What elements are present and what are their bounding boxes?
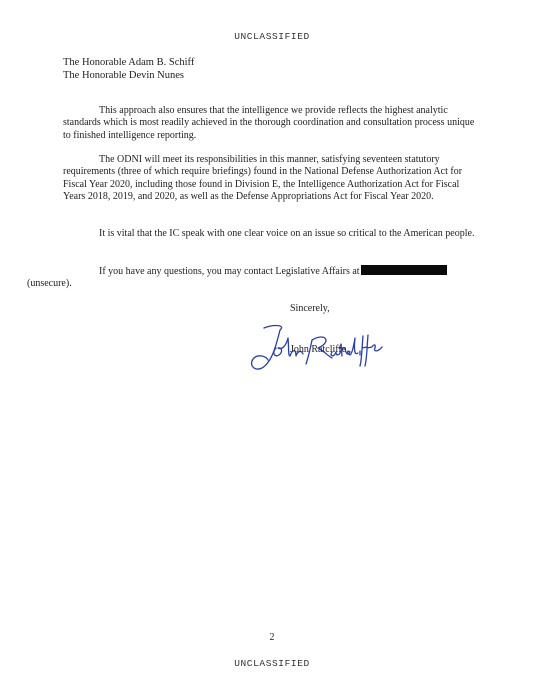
signer-name: John Ratcliffe: [290, 344, 347, 355]
paragraph-text: It is vital that the IC speak with one clear voice on an issue so critical to the American people.: [99, 228, 475, 239]
classification-footer: UNCLASSIFIED: [234, 658, 310, 669]
contact-text: If you have any questions, you may contact Legislative Affairs at: [99, 266, 360, 277]
paragraph-statutory-requirements: [63, 154, 481, 204]
closing-salutation: Sincerely,: [290, 303, 330, 314]
paragraph-analytic-standards: [63, 105, 481, 142]
classification-header: UNCLASSIFIED: [234, 31, 310, 42]
unsecure-note: (unsecure).: [27, 278, 72, 290]
paragraph-contact-text: [27, 265, 481, 291]
addressee-nunes: The Honorable Devin Nunes: [63, 70, 185, 81]
paragraph-contact: [27, 265, 481, 291]
paragraph-text: The ODNI will meet its responsibilities in this manner, satisfying seventeen statutory requirements (three of which require briefings) found in the National Defense Authorization Act for Fiscal Year 2020, including those found in Division E, the Intelligence Authorization Act for Fiscal Years 2018, 2019, and 2020, as well as the Defense Appropriations Act for Fiscal Year 2020.: [63, 154, 463, 203]
redaction-bar: [361, 265, 447, 275]
page-number: 2: [269, 632, 275, 643]
addressee-schiff: The Honorable Adam B. Schiff: [63, 57, 195, 68]
paragraph-one-voice: [63, 228, 481, 240]
paragraph-text: This approach also ensures that the intelligence we provide reflects the highest analytic standards which is most readily achieved in the thorough coordination and consultation process unique to finished intelligence reporting.: [63, 105, 475, 141]
addressee-block: [63, 56, 194, 82]
